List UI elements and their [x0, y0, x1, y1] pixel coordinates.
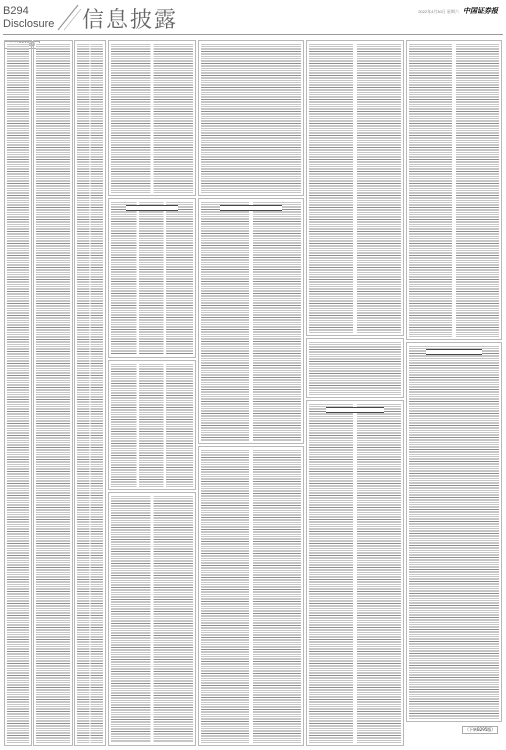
- block-heading: [126, 205, 178, 211]
- article-block: [198, 40, 304, 196]
- article-block: [406, 40, 502, 340]
- page-number: B294: [3, 5, 29, 17]
- block-heading: [220, 205, 282, 211]
- article-block: [198, 198, 304, 444]
- article-block: [108, 360, 196, 490]
- section-name-en: Disclosure: [3, 18, 55, 30]
- article-block: [33, 40, 73, 746]
- block-heading: [426, 349, 482, 355]
- article-block: [74, 40, 106, 746]
- header-rule: [3, 34, 503, 35]
- issue-date: 2022年4月30日 星期六: [418, 9, 459, 14]
- article-block: [406, 342, 502, 722]
- continued-on-label: （下转B295版）: [462, 726, 498, 734]
- block-heading: [326, 407, 384, 413]
- article-block: [108, 492, 196, 746]
- article-block: [108, 198, 196, 358]
- issue-info: [418, 6, 498, 16]
- article-block: [198, 446, 304, 746]
- article-block: [306, 338, 404, 398]
- article-block: [306, 400, 404, 746]
- slash-decoration-icon: [56, 2, 82, 32]
- article-block: [108, 40, 196, 196]
- page-header: [0, 0, 506, 36]
- article-block: [306, 40, 404, 336]
- section-name-cn: 信息披露: [82, 8, 179, 33]
- article-block: [4, 40, 32, 746]
- masthead-logo: 中国证券报: [463, 6, 498, 15]
